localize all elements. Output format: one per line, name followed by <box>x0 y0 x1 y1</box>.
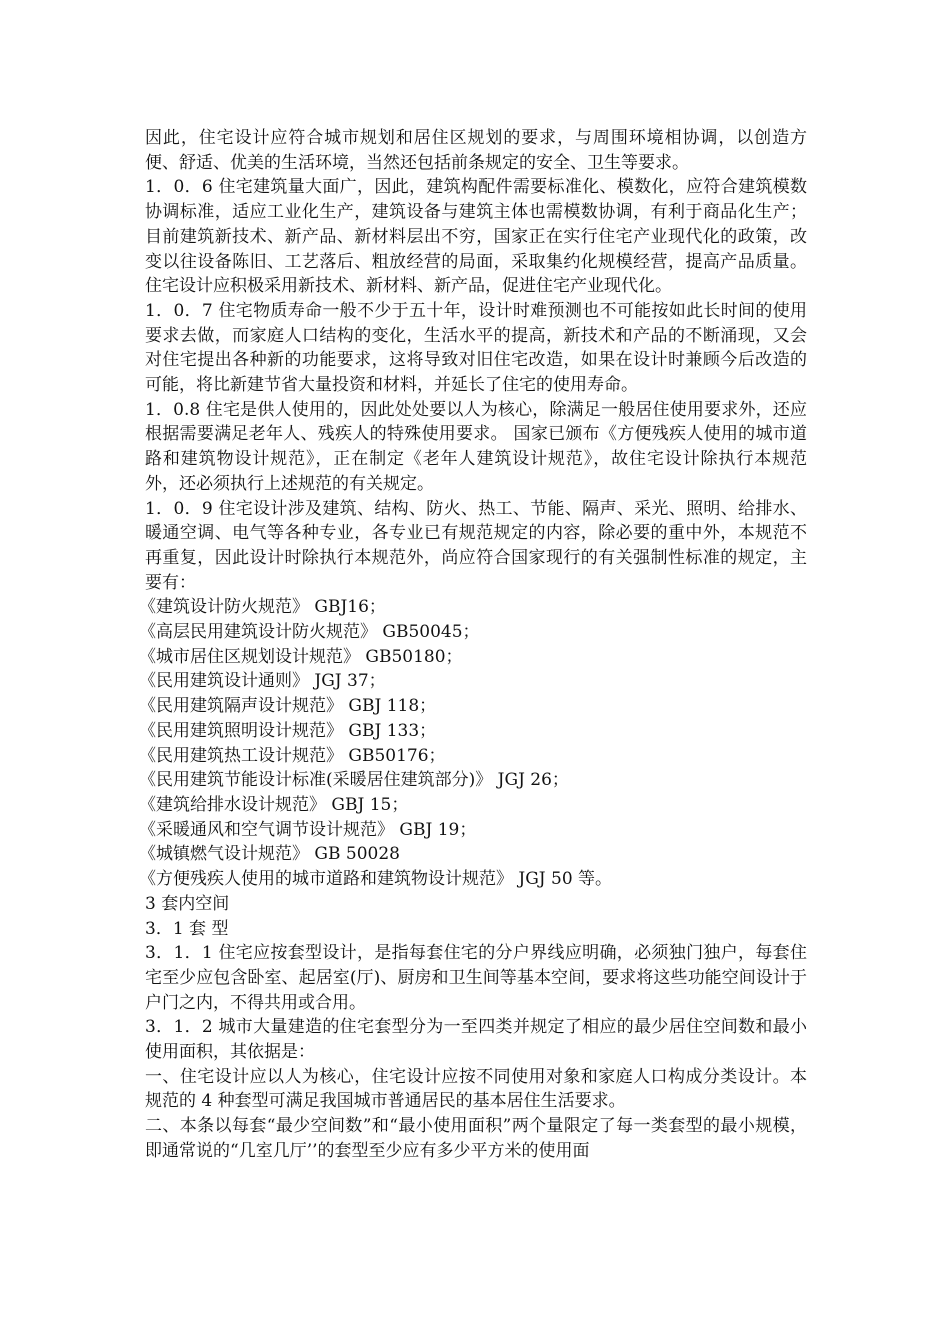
reference-item: 《城市居住区规划设计规范》 GB50180； <box>139 646 463 667</box>
reference-item: 《民用建筑节能设计标准(采暖居住建筑部分)》 JGJ 26； <box>139 770 569 791</box>
paragraph-1-0-9: 1．0．9 住宅设计涉及建筑、结构、防火、热工、节能、隔声、采光、照明、给排水、暖通空调、电气等各种专业，各专业已有规范规定的内容，除必要的重中外，本规范不再重复，因此设计时除执行本规范外，尚应符合国家现行的有关强制性标准的规定，主要有： <box>145 498 807 593</box>
paragraph-item-2: 二、本条以每套“最少空间数”和“最小使用面积”两个量限定了每一类套型的最小规模，即通常说的“几室几厅’’的套型至少应有多少平方米的使用面 <box>145 1116 807 1161</box>
reference-item: 《建筑给排水设计规范》 GBJ 15； <box>139 794 409 815</box>
document-page <box>139 126 807 1164</box>
reference-item: 《建筑设计防火规范》 GBJ16； <box>139 597 386 618</box>
standards-reference-list <box>139 595 807 891</box>
paragraph-intro: 因此，住宅设计应符合城市规划和居住区规划的要求，与周围环境相协调，以创造方便、舒适、优美的生活环境，当然还包括前条规定的安全、卫生等要求。 <box>145 128 807 173</box>
paragraph-3-1-2: 3．1．2 城市大量建造的住宅套型分为一至四类并规定了相应的最少居住空间数和最小使用面积，其依据是： <box>145 1017 807 1063</box>
reference-item: 《城镇燃气设计规范》 GB 50028 <box>139 844 400 865</box>
subsection-heading: 3．1 套 型 <box>145 918 229 939</box>
section-heading: 3 套内空间 <box>145 893 230 914</box>
paragraph-1-0-8: 1．0.8 住宅是供人使用的，因此处处要以人为核心，除满足一般居住使用要求外，还应根据需要满足老年人、残疾人的特殊使用要求。 国家已颁布《方便残疾人使用的城市道路和建筑物设计规范》，正在制定《老年人建筑设计规范》，故住宅设计除执行本规范外，还必须执行上述规范的有关规定。 <box>145 399 807 494</box>
reference-item: 《高层民用建筑设计防火规范》 GB50045； <box>139 622 480 643</box>
reference-item: 《民用建筑设计通则》 JGJ 37； <box>139 671 386 692</box>
reference-item: 《民用建筑照明设计规范》 GBJ 133； <box>139 720 437 741</box>
reference-item: 《民用建筑热工设计规范》 GB50176； <box>139 745 446 766</box>
paragraph-item-1: 一、住宅设计应以人为核心，住宅设计应按不同使用对象和家庭人口构成分类设计。本规范的 4 种套型可满足我国城市普通居民的基本居住生活要求。 <box>145 1066 807 1112</box>
paragraph-1-0-6: 1．0．6 住宅建筑量大面广，因此，建筑构配件需要标准化、模数化，应符合建筑模数协调标准，适应工业化生产，建筑设备与建筑主体也需模数协调，有利于商品化生产；目前建筑新技术、新产品、新材料层出不穷，国家正在实行住宅产业现代化的政策，改变以往设备陈旧、工艺落后、粗放经营的局面，采取集约化规模经营，提高产品质量。住宅设计应积极采用新技术、新材料、新产品，促进住宅产业现代化。 <box>145 177 807 297</box>
reference-item: 《民用建筑隔声设计规范》 GBJ 118； <box>139 696 437 717</box>
reference-item: 《方便残疾人使用的城市道路和建筑物设计规范》 JGJ 50 等。 <box>139 869 613 890</box>
paragraph-3-1-1: 3．1．1 住宅应按套型设计，是指每套住宅的分户界线应明确，必须独门独户，每套住宅至少应包含卧室、起居室(厅)、厨房和卫生间等基本空间，要求将这些功能空间设计于户门之内，不得共用或合用。 <box>145 943 807 1013</box>
reference-item: 《采暖通风和空气调节设计规范》 GBJ 19； <box>139 819 477 840</box>
paragraph-1-0-7: 1．0．7 住宅物质寿命一般不少于五十年，设计时难预测也不可能按如此长时间的使用要求去做，而家庭人口结构的变化，生活水平的提高，新技术和产品的不断涌现，又会对住宅提出各种新的功能要求，这将导致对旧住宅改造，如果在设计时兼顾今后改造的可能，将比新建节省大量投资和材料，并延长了住宅的使用寿命。 <box>145 300 807 396</box>
